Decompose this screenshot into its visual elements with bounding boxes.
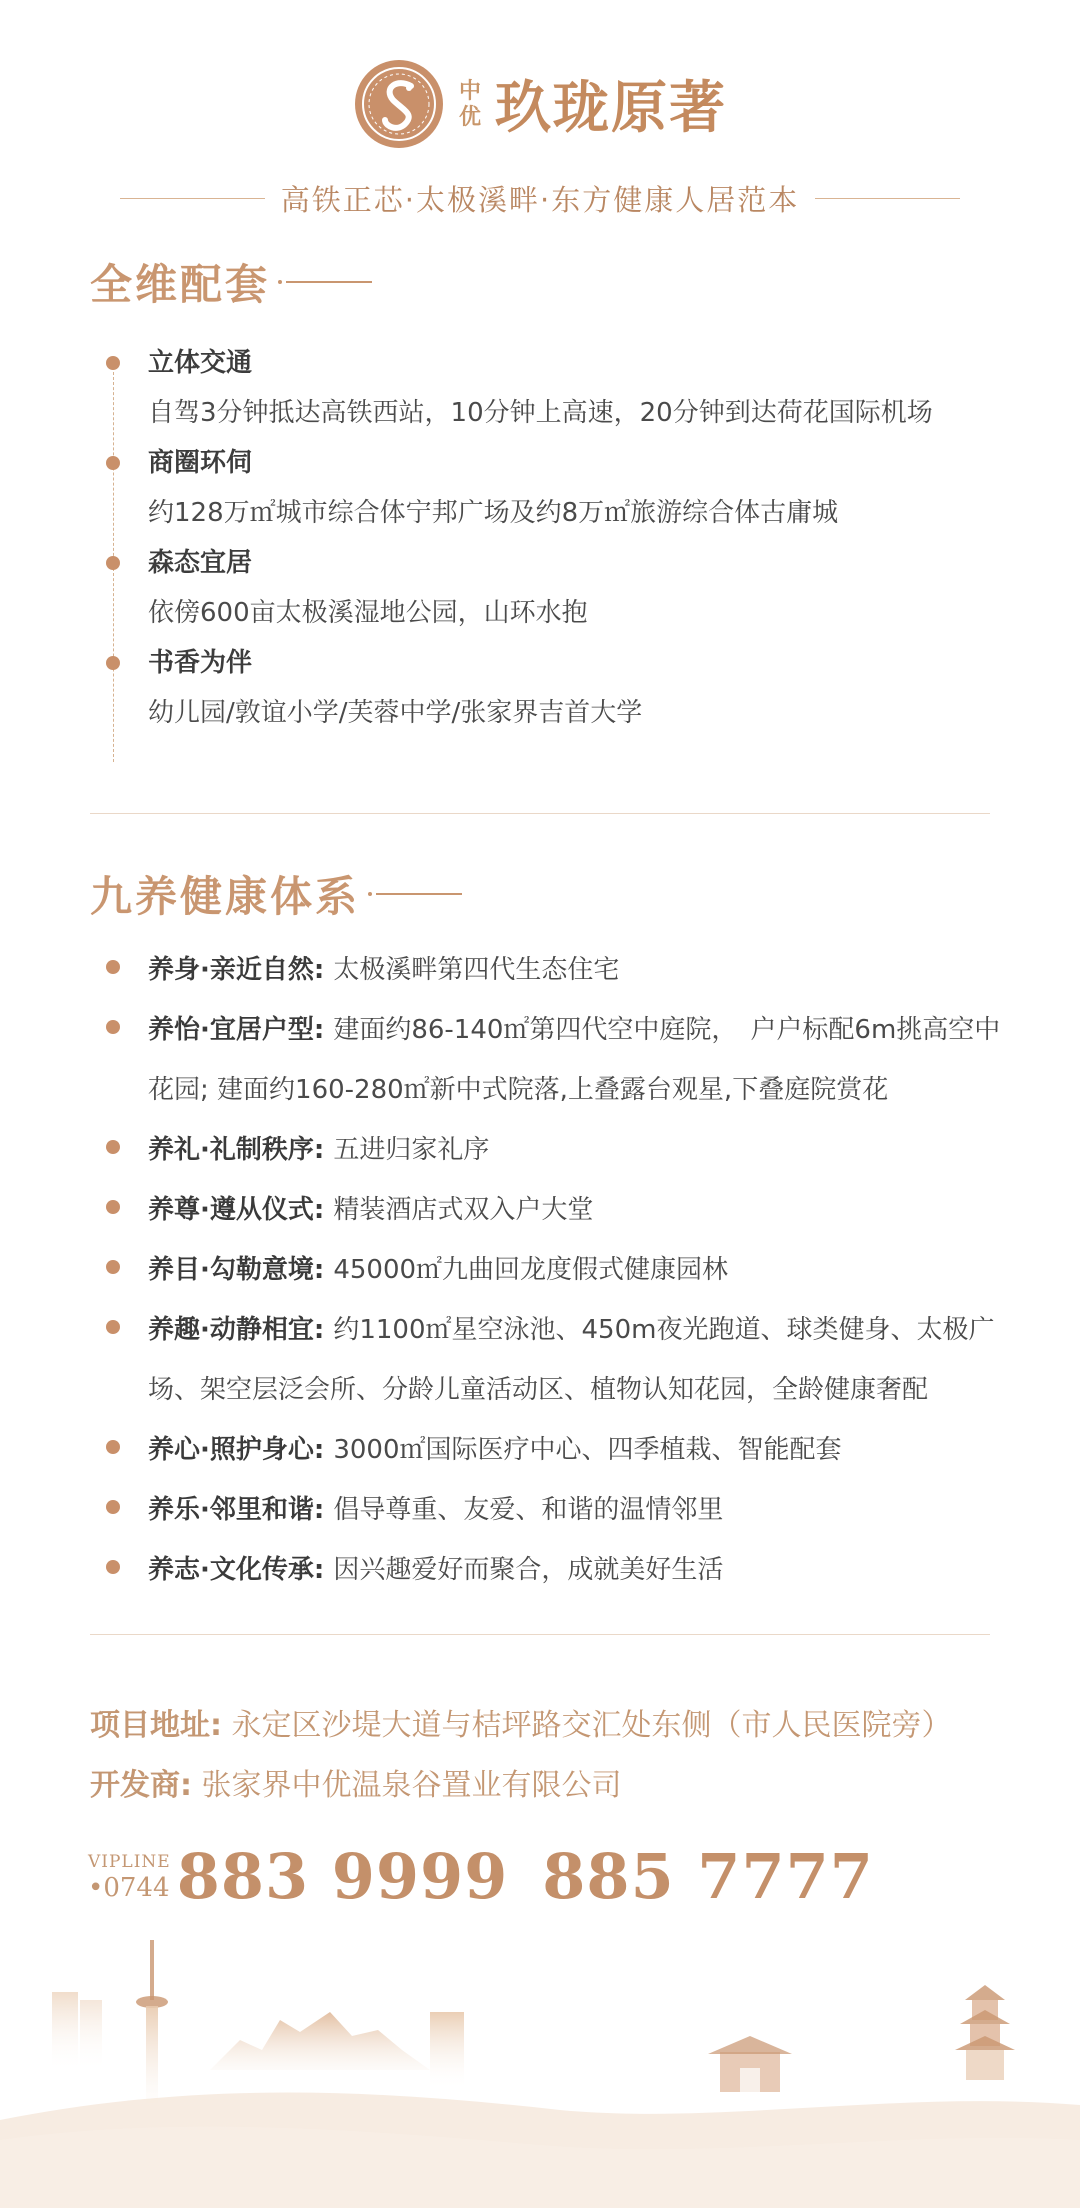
brand-small-1: 中: [458, 78, 481, 104]
tagline-line-left: [120, 198, 265, 199]
area-code: •0744: [88, 1872, 170, 1903]
item-heading: 养乐·邻里和谐:: [148, 1495, 334, 1525]
item-heading: 商圈环伺: [148, 448, 253, 478]
item-heading: 养心·照护身心:: [148, 1435, 334, 1465]
item-description: 幼儿园/敦谊小学/芙蓉中学/张家界吉首大学: [148, 698, 643, 728]
dragon-seal-icon: [353, 58, 445, 150]
item-heading: 养目·勾勒意境:: [148, 1255, 334, 1285]
phone-number-2: 885 7777: [542, 1840, 874, 1913]
item-heading: 养身·亲近自然:: [148, 955, 334, 985]
section-title-text: 全维配套: [90, 260, 271, 309]
bullet-dot-icon: [106, 1560, 120, 1574]
section-divider: [90, 813, 990, 814]
section-title-facilities: [90, 252, 372, 312]
item-heading: 森态宜居: [148, 548, 253, 578]
item-description: 倡导尊重、友爱、和谐的温情邻里: [333, 1495, 724, 1525]
address-label: 项目地址:: [90, 1708, 222, 1743]
section-title-health: [90, 864, 462, 924]
bullet-dot-icon: [106, 1200, 120, 1214]
bullet-dot-icon: [106, 456, 120, 470]
item-heading: 养礼·礼制秩序:: [148, 1135, 334, 1165]
bullet-dot-icon: [106, 1320, 120, 1334]
bullet-dot-icon: [106, 656, 120, 670]
developer-text: 张家界中优温泉谷置业有限公司: [192, 1768, 622, 1803]
bullet-dot-icon: [106, 1140, 120, 1154]
brand-small-2: 优: [458, 104, 481, 130]
tagline: 高铁正芯·太极溪畔·东方健康人居范本: [280, 183, 800, 217]
item-description: 约1100㎡星空泳池、450m夜光跑道、球类健身、太极广场、架空层泛会所、分龄儿童活动区、植物认知花园，全龄健康奢配: [148, 1315, 995, 1405]
item-description: 太极溪畔第四代生态住宅: [333, 955, 620, 985]
item-description: 约128万㎡城市综合体宁邦广场及约8万㎡旅游综合体古庸城: [148, 498, 839, 528]
bullet-dot-icon: [106, 356, 120, 370]
vipline-block: [88, 1851, 171, 1903]
item-heading: 立体交通: [148, 348, 253, 378]
item-description: 因兴趣爱好而聚合，成就美好生活: [333, 1555, 724, 1585]
item-description: 依傍600亩太极溪湿地公园，山环水抱: [148, 598, 588, 628]
title-tail-decoration: [278, 280, 372, 284]
address-line: [90, 1700, 952, 1744]
item-description: 五进归家礼序: [333, 1135, 490, 1165]
address-text: 永定区沙堤大道与桔坪路交汇处东侧（市人民医院旁）: [222, 1708, 952, 1743]
item-description: 建面约86-140㎡第四代空中庭院， 户户标配6m挑高空中花园; 建面约160-280㎡新中式院落,上叠露台观星,下叠庭院赏花: [148, 1015, 1001, 1105]
item-description: 3000㎡国际医疗中心、四季植栽、智能配套: [333, 1435, 842, 1465]
bullet-dot-icon: [106, 1260, 120, 1274]
section-title-text: 九养健康体系: [90, 872, 361, 921]
city-skyline-illustration: [0, 1940, 1080, 2208]
vipline-label: VIPLINE: [88, 1851, 171, 1872]
item-heading: 养志·文化传承:: [148, 1555, 334, 1585]
developer-line: [90, 1760, 622, 1804]
item-heading: 养尊·遵从仪式:: [148, 1195, 334, 1225]
title-tail-decoration: [368, 892, 462, 896]
bullet-dot-icon: [106, 1500, 120, 1514]
developer-label: 开发商:: [90, 1768, 192, 1803]
hotline: [88, 1840, 874, 1913]
item-description: 精装酒店式双入户大堂: [333, 1195, 594, 1225]
section-divider: [90, 1634, 990, 1635]
tagline-row: [120, 178, 960, 219]
bullet-dot-icon: [106, 960, 120, 974]
item-heading: 养怡·宜居户型:: [148, 1015, 334, 1045]
item-description: 自驾3分钟抵达高铁西站，10分钟上高速，20分钟到达荷花国际机场: [148, 398, 933, 428]
bullet-dot-icon: [106, 1020, 120, 1034]
bullet-dot-icon: [106, 556, 120, 570]
brand-name: 玖珑原著: [495, 75, 727, 141]
item-heading: 养趣·动静相宜:: [148, 1315, 334, 1345]
phone-number-1: 883 9999: [176, 1840, 509, 1913]
tagline-line-right: [815, 198, 960, 199]
brand-small: [459, 78, 481, 130]
item-description: 45000㎡九曲回龙度假式健康园林: [333, 1255, 729, 1285]
bullet-dot-icon: [106, 1440, 120, 1454]
logo-row: [0, 58, 1080, 150]
item-heading: 书香为伴: [148, 648, 253, 678]
